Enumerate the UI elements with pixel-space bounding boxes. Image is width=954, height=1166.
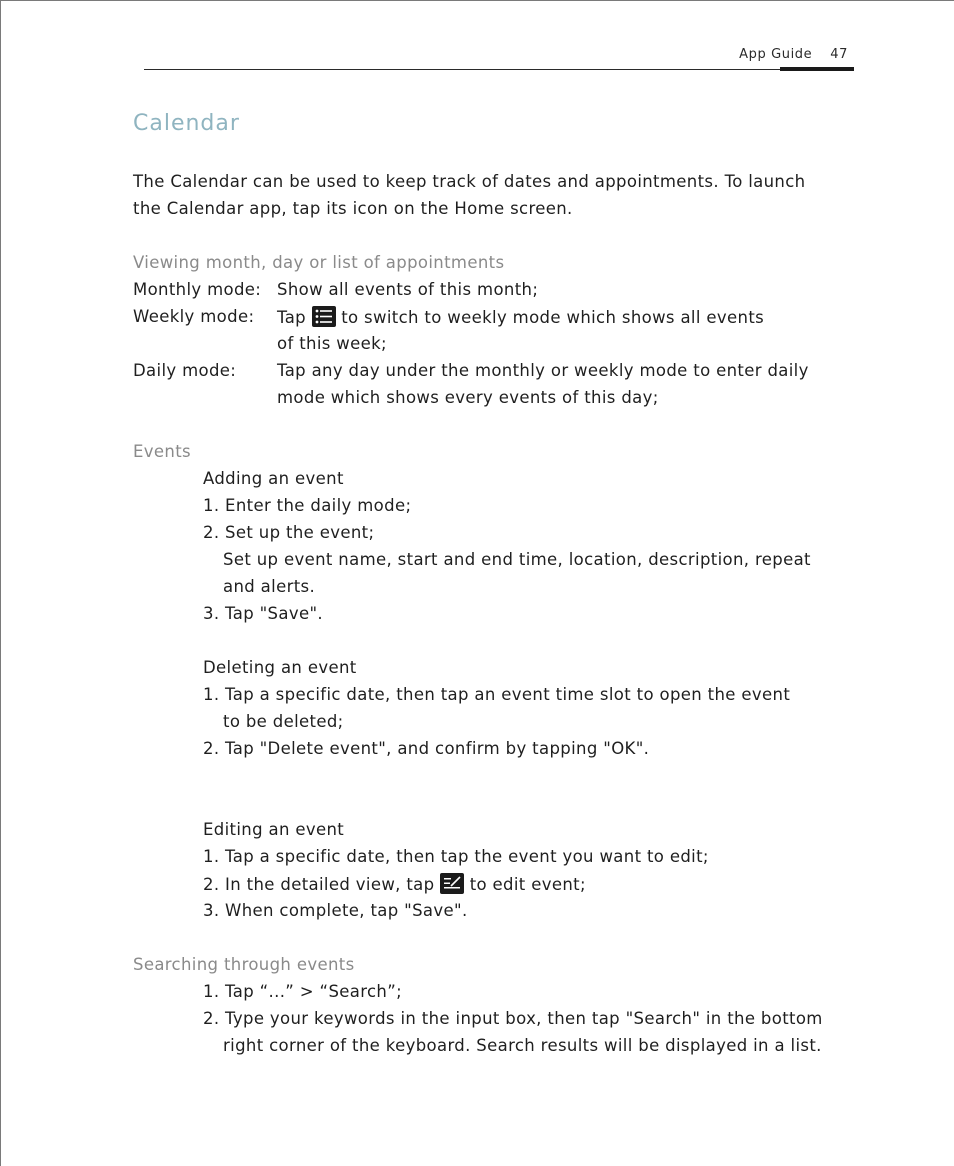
subheading-deleting-event: Deleting an event bbox=[203, 658, 357, 677]
header-section: App Guide bbox=[739, 47, 813, 62]
monthly-mode-text: Show all events of this month; bbox=[277, 280, 539, 299]
list-item: 2. Type your keywords in the input box, then tap "Search" in the bottom bbox=[203, 1009, 823, 1028]
list-item bbox=[203, 873, 586, 896]
daily-mode-label: Daily mode: bbox=[133, 361, 237, 380]
list-item-continuation: to be deleted; bbox=[223, 712, 344, 731]
list-item-continuation: and alerts. bbox=[223, 577, 316, 596]
section-heading-viewing: Viewing month, day or list of appointments bbox=[133, 253, 505, 272]
list-item: 3. When complete, tap "Save". bbox=[203, 901, 468, 920]
edit-icon bbox=[440, 873, 464, 894]
intro-line: the Calendar app, tap its icon on the Home screen. bbox=[133, 199, 573, 218]
monthly-mode-label: Monthly mode: bbox=[133, 280, 262, 299]
edit-step-post: to edit event; bbox=[469, 875, 586, 894]
edit-step-pre: 2. In the detailed view, tap bbox=[203, 875, 435, 894]
page-number: 47 bbox=[830, 47, 848, 62]
list-item: 1. Tap “...” > “Search”; bbox=[203, 982, 403, 1001]
page-header bbox=[739, 47, 848, 62]
intro-line: The Calendar can be used to keep track of dates and appointments. To launch bbox=[133, 172, 806, 191]
section-heading-searching: Searching through events bbox=[133, 955, 355, 974]
list-item-continuation: right corner of the keyboard. Search results will be displayed in a list. bbox=[223, 1036, 822, 1055]
list-item: 2. Tap "Delete event", and confirm by tapping "OK". bbox=[203, 739, 650, 758]
weekly-mode-text bbox=[277, 306, 764, 329]
weekly-mode-label: Weekly mode: bbox=[133, 307, 255, 326]
page-title: Calendar bbox=[133, 111, 240, 136]
section-heading-events: Events bbox=[133, 442, 191, 461]
list-item-continuation: Set up event name, start and end time, location, description, repeat bbox=[223, 550, 811, 569]
list-item: 1. Tap a specific date, then tap the event you want to edit; bbox=[203, 847, 709, 866]
list-item: 1. Tap a specific date, then tap an event time slot to open the event bbox=[203, 685, 791, 704]
list-item: 1. Enter the daily mode; bbox=[203, 496, 412, 515]
header-rule-accent bbox=[780, 67, 854, 71]
header-rule bbox=[144, 69, 854, 70]
daily-mode-text: Tap any day under the monthly or weekly mode to enter daily bbox=[277, 361, 809, 380]
weekly-mode-continuation: of this week; bbox=[277, 334, 387, 353]
list-item: 3. Tap "Save". bbox=[203, 604, 323, 623]
list-item: 2. Set up the event; bbox=[203, 523, 375, 542]
subheading-adding-event: Adding an event bbox=[203, 469, 344, 488]
list-icon bbox=[312, 306, 336, 327]
weekly-mode-pre: Tap bbox=[277, 308, 306, 327]
subheading-editing-event: Editing an event bbox=[203, 820, 345, 839]
daily-mode-continuation: mode which shows every events of this day; bbox=[277, 388, 659, 407]
weekly-mode-post: to switch to weekly mode which shows all events bbox=[341, 308, 765, 327]
